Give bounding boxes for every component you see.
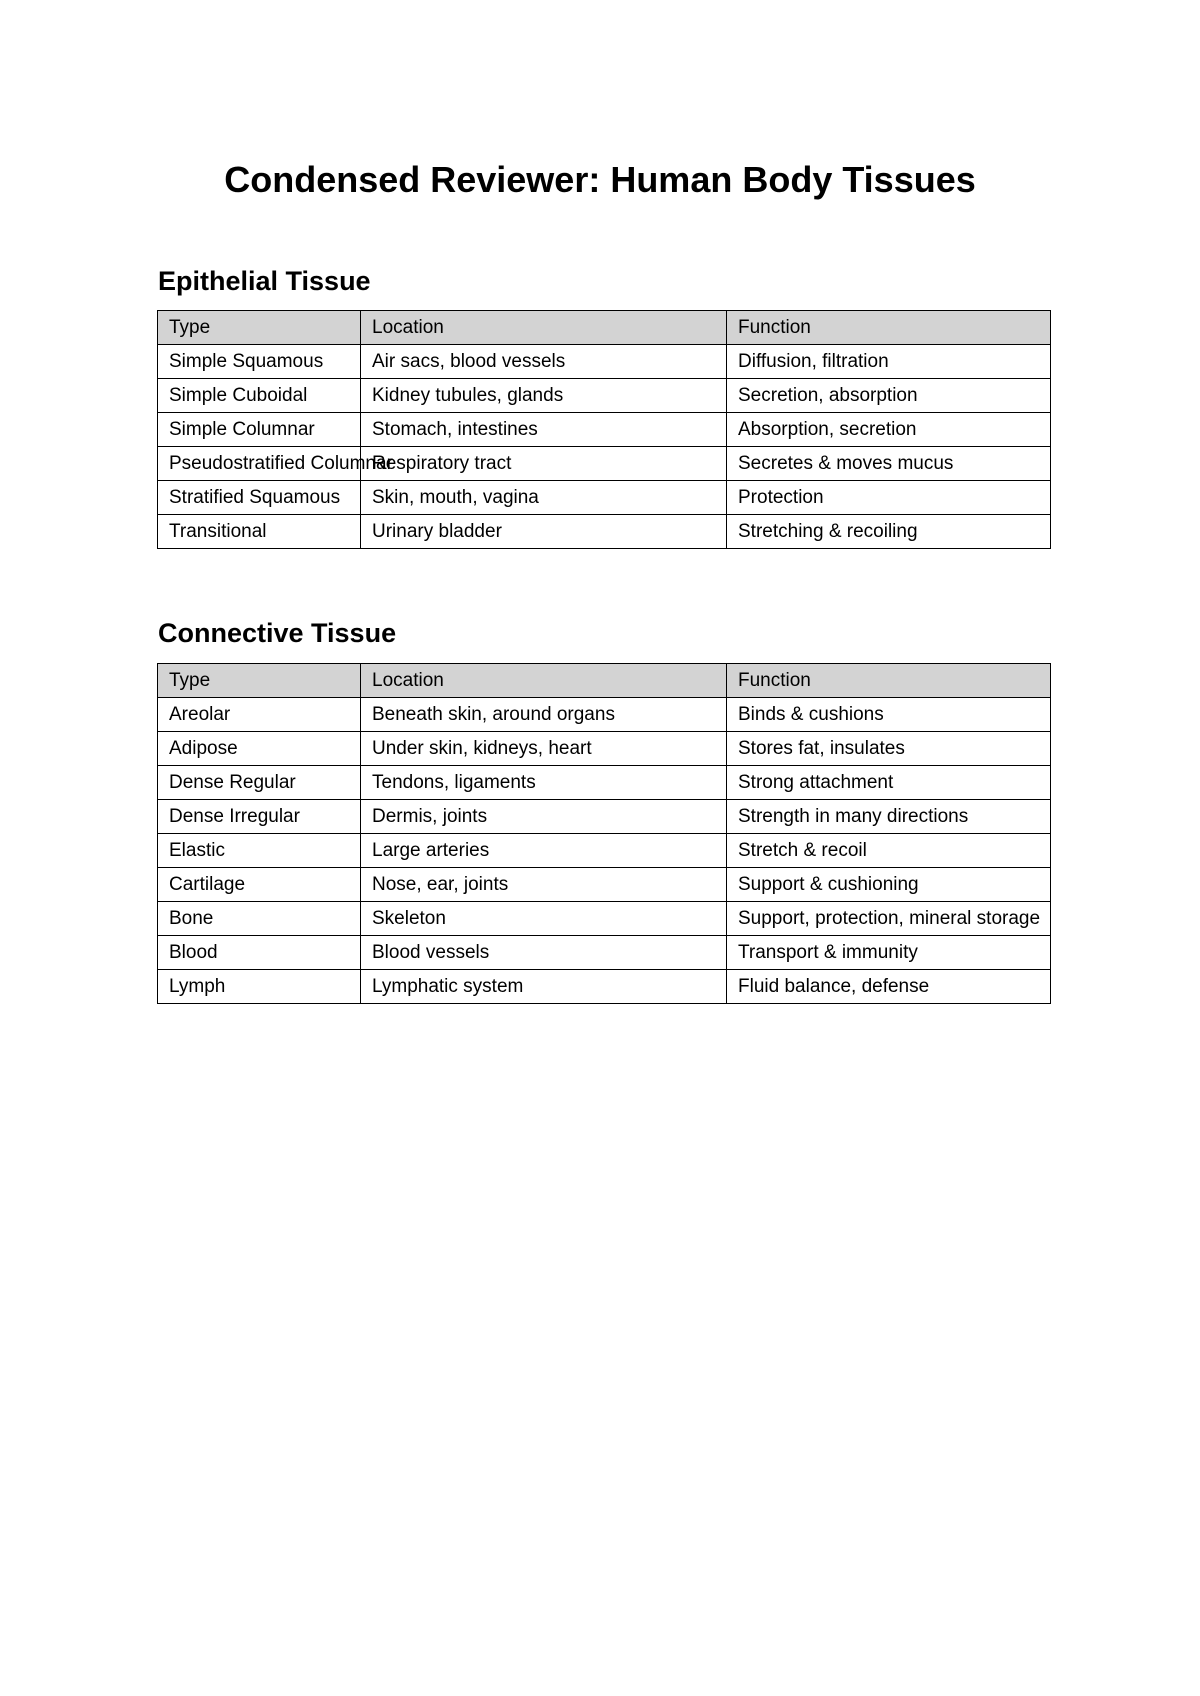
cell-location: Dermis, joints xyxy=(361,800,727,834)
table-row xyxy=(158,447,1051,481)
cell-function: Secretes & moves mucus xyxy=(727,447,1051,481)
cell-function: Stretch & recoil xyxy=(727,834,1051,868)
cell-location: Skin, mouth, vagina xyxy=(361,481,727,515)
column-header-location: Location xyxy=(361,664,727,698)
cell-location: Lymphatic system xyxy=(361,970,727,1004)
cell-function: Secretion, absorption xyxy=(727,379,1051,413)
cell-function: Protection xyxy=(727,481,1051,515)
connective-heading: Connective Tissue xyxy=(158,618,397,648)
cell-type: Simple Cuboidal xyxy=(158,379,361,413)
cell-function: Binds & cushions xyxy=(727,698,1051,732)
cell-type: Dense Irregular xyxy=(158,800,361,834)
cell-type: Simple Squamous xyxy=(158,345,361,379)
cell-type: Transitional xyxy=(158,515,361,549)
cell-location: Skeleton xyxy=(361,902,727,936)
page-title: Condensed Reviewer: Human Body Tissues xyxy=(224,159,976,200)
cell-location: Kidney tubules, glands xyxy=(361,379,727,413)
table-row xyxy=(158,413,1051,447)
table-row xyxy=(158,766,1051,800)
cell-function: Strong attachment xyxy=(727,766,1051,800)
cell-location: Stomach, intestines xyxy=(361,413,727,447)
table-row xyxy=(158,970,1051,1004)
table-row xyxy=(158,481,1051,515)
table-row xyxy=(158,698,1051,732)
table-row xyxy=(158,868,1051,902)
cell-function: Fluid balance, defense xyxy=(727,970,1051,1004)
cell-function: Support, protection, mineral storage xyxy=(727,902,1051,936)
table-row xyxy=(158,902,1051,936)
epithelial-table xyxy=(157,310,1051,549)
cell-type: Bone xyxy=(158,902,361,936)
table-row xyxy=(158,936,1051,970)
table-row xyxy=(158,732,1051,766)
cell-location: Respiratory tract xyxy=(361,447,727,481)
cell-type: Simple Columnar xyxy=(158,413,361,447)
table-header-row xyxy=(158,311,1051,345)
epithelial-heading: Epithelial Tissue xyxy=(158,266,371,296)
cell-type: Cartilage xyxy=(158,868,361,902)
cell-location: Beneath skin, around organs xyxy=(361,698,727,732)
cell-type: Areolar xyxy=(158,698,361,732)
table-row xyxy=(158,800,1051,834)
cell-function: Strength in many directions xyxy=(727,800,1051,834)
cell-type: Blood xyxy=(158,936,361,970)
column-header-function: Function xyxy=(727,311,1051,345)
column-header-location: Location xyxy=(361,311,727,345)
column-header-type: Type xyxy=(158,664,361,698)
cell-location: Large arteries xyxy=(361,834,727,868)
cell-type: Dense Regular xyxy=(158,766,361,800)
cell-function: Absorption, secretion xyxy=(727,413,1051,447)
cell-type: Adipose xyxy=(158,732,361,766)
table-row xyxy=(158,345,1051,379)
cell-function: Support & cushioning xyxy=(727,868,1051,902)
table-row xyxy=(158,834,1051,868)
table-header-row xyxy=(158,664,1051,698)
cell-function: Diffusion, filtration xyxy=(727,345,1051,379)
cell-type: Stratified Squamous xyxy=(158,481,361,515)
column-header-type: Type xyxy=(158,311,361,345)
cell-location: Tendons, ligaments xyxy=(361,766,727,800)
cell-location: Nose, ear, joints xyxy=(361,868,727,902)
cell-location: Under skin, kidneys, heart xyxy=(361,732,727,766)
cell-type: Pseudostratified Columnar xyxy=(158,447,361,481)
table-row xyxy=(158,379,1051,413)
cell-type: Elastic xyxy=(158,834,361,868)
cell-function: Stretching & recoiling xyxy=(727,515,1051,549)
cell-location: Blood vessels xyxy=(361,936,727,970)
table-row xyxy=(158,515,1051,549)
column-header-function: Function xyxy=(727,664,1051,698)
cell-function: Transport & immunity xyxy=(727,936,1051,970)
cell-location: Urinary bladder xyxy=(361,515,727,549)
cell-location: Air sacs, blood vessels xyxy=(361,345,727,379)
connective-table xyxy=(157,663,1051,1004)
cell-function: Stores fat, insulates xyxy=(727,732,1051,766)
cell-type: Lymph xyxy=(158,970,361,1004)
